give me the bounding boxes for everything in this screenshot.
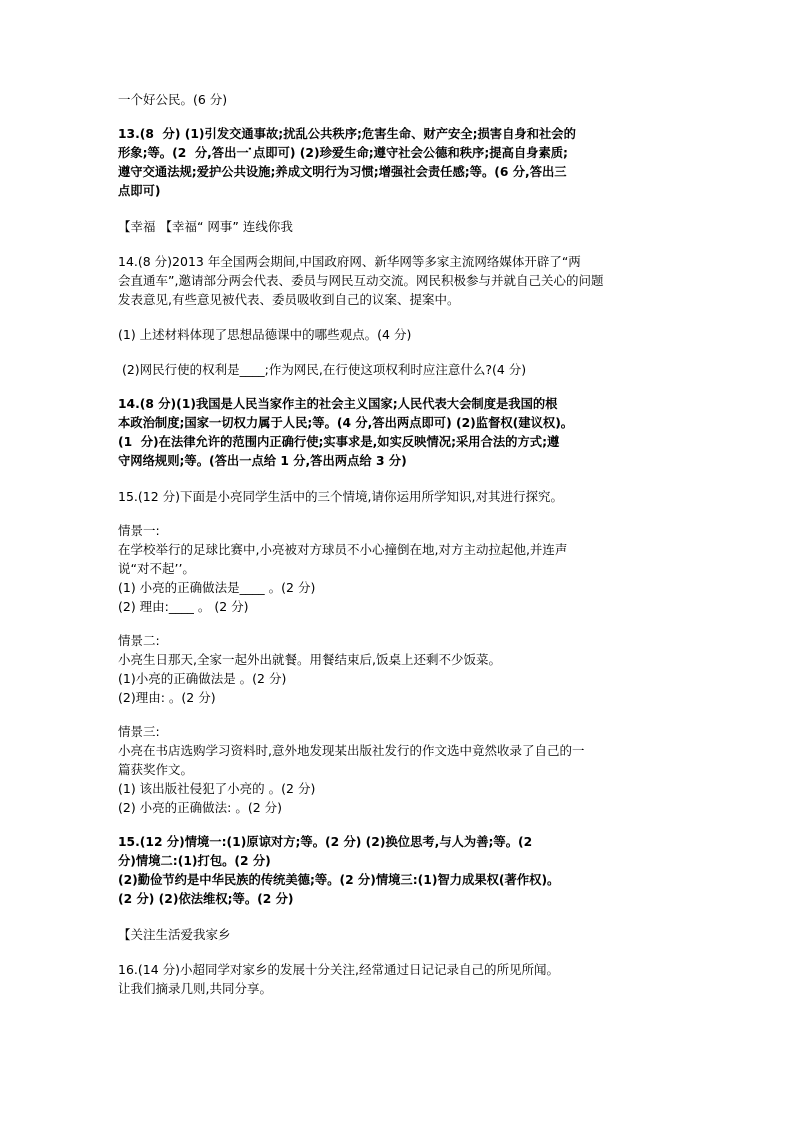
q15-answer — [118, 833, 678, 909]
q14-answer-line: 14.(8 分)(1)我国是人民当家作主的社会主义国家;人民代表大会制度是我国的根 — [118, 397, 558, 411]
q13-answer — [118, 125, 678, 201]
q14-subquestion-2: (2)网民行使的权利是____;作为网民,在行使这项权利时应注意什么?(4 分) — [118, 362, 527, 377]
scene-3-line: (2) 小亮的正确做法: 。(2 分) — [118, 800, 283, 815]
q15-question: 15.(12 分)下面是小亮同学生活中的三个情境,请你运用所学知识,对其进行探究。 — [118, 489, 563, 504]
q14-answer — [118, 395, 678, 471]
q16-question — [118, 960, 678, 998]
q15-answer-line: (2)勤俭节约是中华民族的传统美德;等。(2 分)情境三:(1)智力成果权(著作权)。 — [118, 873, 560, 887]
scene-1-line: 在学校举行的足球比赛中,小亮被对方球员不小心撞倒在地,对方主动拉起他,并连声 — [118, 542, 568, 557]
scene-1-line: 说“对不起’’。 — [118, 561, 195, 576]
scene-3-line: 情景三: — [118, 724, 160, 739]
q16-question-line: 让我们摘录几则,共同分享。 — [118, 981, 272, 996]
q14-answer-line: 本政治制度;国家一切权力属于人民;等。(4 分,答出两点即可) (2)监督权(建议权)。 — [118, 416, 574, 430]
scene-3 — [118, 722, 678, 817]
scene-3-line: 篇获奖作文。 — [118, 762, 194, 777]
scene-2-line: (1)小亮的正确做法是 。(2 分) — [118, 671, 287, 686]
section-heading-hometown: 【关注生活爱我家乡 — [118, 927, 231, 942]
q15-answer-line: (2 分) (2)依法维权;等。(2 分) — [118, 892, 294, 906]
q14-answer-line: (1 分)在法律允许的范围内正确行使;实事求是,如实反映情况;采用合法的方式;遵 — [118, 435, 560, 449]
q14-subquestion-1: (1) 上述材料体现了思想品德课中的哪些观点。(4 分) — [118, 327, 412, 342]
scene-2-line: 小亮生日那天,全家一起外出就餐。用餐结束后,饭桌上还剩不少饭菜。 — [118, 652, 501, 667]
scene-2-line: 情景二: — [118, 633, 160, 648]
scene-1-line: (2) 理由:____ 。 (2 分) — [118, 599, 249, 614]
q14-answer-line: 守网络规则;等。(答出一点给 1 分,答出两点给 3 分) — [118, 454, 407, 468]
scene-1 — [118, 521, 678, 616]
section-heading-happiness: 【幸福 【幸福“ 网事” 连线你我 — [118, 219, 293, 234]
scene-3-line: (1) 该出版社侵犯了小亮的 。(2 分) — [118, 781, 316, 796]
q13-answer-line: 遵守交通法规;爱护公共设施;养成文明行为习惯;增强社会责任感;等。(6 分,答出三 — [118, 165, 567, 179]
scene-3-line: 小亮在书店选购学习资料时,意外地发现某出版社发行的作文选中竟然收录了自己的一 — [118, 743, 585, 758]
scene-2-line: (2)理由: 。(2 分) — [118, 690, 216, 705]
intro-tail: 一个好公民。(6 分) — [118, 92, 228, 107]
q16-question-line: 16.(14 分)小超同学对家乡的发展十分关注,经常通过日记记录自己的所见所闻。 — [118, 962, 559, 977]
q13-answer-line: 形象;等。(2 分,答出一 ̇点即可) (2)珍爱生命;遵守社会公德和秩序;提高自身素质; — [118, 146, 568, 160]
q15-answer-line: 15.(12 分)情境一:(1)原谅对方;等。(2 分) (2)换位思考,与人为善;等。(2 — [118, 835, 533, 849]
q14-question-line: 会直通车”,邀请部分两会代表、委员与网民互动交流。网民积极参与并就自己关心的问题 — [118, 273, 604, 288]
q13-answer-line: 点即可) — [118, 184, 161, 198]
document-page — [118, 90, 678, 998]
q13-answer-line: 13.(8 分) (1)引发交通事故;扰乱公共秩序;危害生命、财产安全;损害自身和社会的 — [118, 127, 576, 141]
q15-answer-line: 分)情境二:(1)打包。(2 分) — [118, 854, 271, 868]
scene-1-line: 情景一: — [118, 523, 160, 538]
q14-question — [118, 252, 678, 309]
scene-2 — [118, 631, 678, 707]
q14-question-line: 发表意见,有些意见被代表、委员吸收到自己的议案、提案中。 — [118, 292, 460, 307]
scene-1-line: (1) 小亮的正确做法是____ 。(2 分) — [118, 580, 316, 595]
q14-question-line: 14.(8 分)2013 年全国两会期间,中国政府网、新华网等多家主流网络媒体开辟了“两 — [118, 254, 581, 269]
